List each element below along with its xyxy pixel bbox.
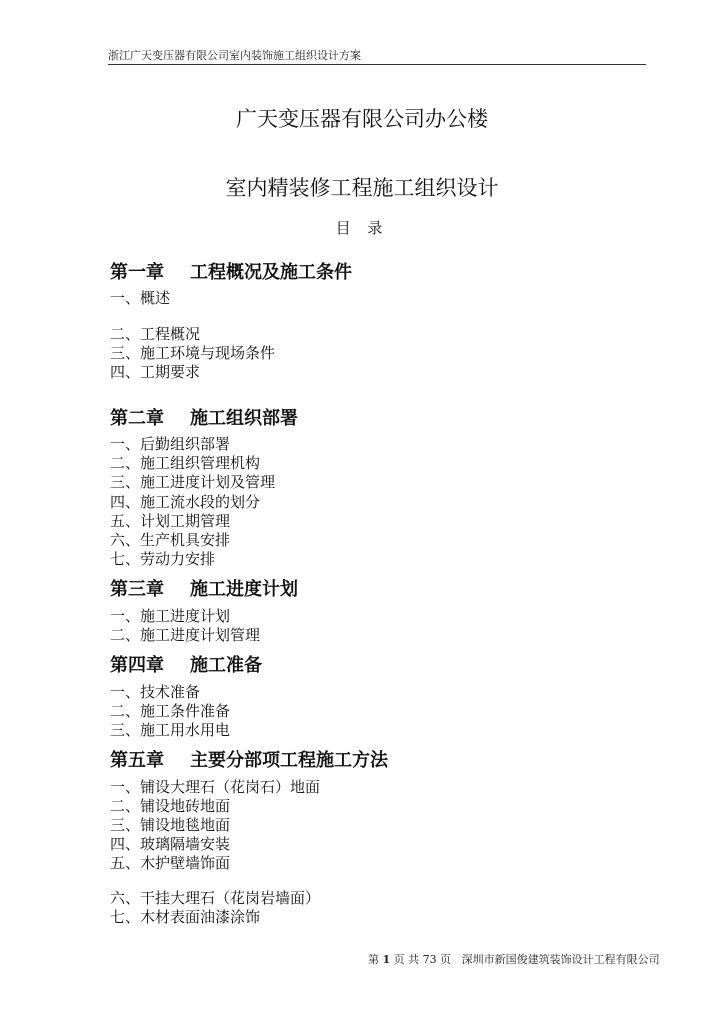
- toc-item: 二、施工组织管理机构: [110, 454, 261, 472]
- running-header: 浙江广天变压器有限公司室内装饰施工组织设计方案: [108, 49, 361, 62]
- toc-item: 二、工程概况: [110, 325, 201, 343]
- footer-company: 深圳市新国俊建筑装饰设计工程有限公司: [461, 953, 660, 966]
- chapter-title: 施工组织部署: [190, 408, 298, 429]
- chapter-heading: [110, 404, 298, 430]
- toc-item: 三、铺设地毯地面: [110, 816, 231, 834]
- document-title-line-2: 室内精装修工程施工组织设计: [225, 176, 499, 200]
- chapter-number: 第一章: [110, 262, 164, 283]
- toc-item: 六、干挂大理石（花岗岩墙面）: [110, 889, 321, 907]
- toc-item: 三、施工环境与现场条件: [110, 344, 276, 362]
- toc-item: 四、工期要求: [110, 363, 201, 381]
- chapter-title: 施工准备: [190, 655, 262, 676]
- page-footer: [368, 951, 660, 967]
- toc-item: 七、劳动力安排: [110, 550, 216, 568]
- toc-item: 一、铺设大理石（花岗石）地面: [110, 778, 321, 796]
- toc-item: 四、施工流水段的划分: [110, 493, 261, 511]
- toc-item: 三、施工进度计划及管理: [110, 473, 276, 491]
- toc-item: 二、施工条件准备: [110, 702, 231, 720]
- chapter-number: 第四章: [110, 655, 164, 676]
- header-divider: [108, 64, 646, 65]
- chapter-number: 第五章: [110, 750, 164, 771]
- toc-item: 七、木材表面油漆涂饰: [110, 908, 261, 926]
- toc-item: 四、玻璃隔墙安装: [110, 835, 231, 853]
- page-number: 1: [382, 953, 391, 966]
- chapter-title: 施工进度计划: [190, 579, 298, 600]
- chapter-title: 工程概况及施工条件: [190, 262, 352, 283]
- toc-item: 三、施工用水用电: [110, 721, 231, 739]
- chapter-heading: [110, 575, 298, 601]
- chapter-heading: [110, 651, 262, 677]
- chapter-number: 第二章: [110, 408, 164, 429]
- toc-item: 一、技术准备: [110, 683, 201, 701]
- chapter-heading: [110, 258, 352, 284]
- toc-item: 一、施工进度计划: [110, 607, 231, 625]
- document-title-line-1: 广天变压器有限公司办公楼: [236, 107, 488, 131]
- page-label-suffix: 页: [440, 953, 452, 966]
- chapter-title: 主要分部项工程施工方法: [190, 750, 388, 771]
- page-label-prefix: 第: [368, 953, 379, 966]
- toc-item: 二、施工进度计划管理: [110, 626, 261, 644]
- toc-heading: 目 录: [335, 219, 389, 237]
- toc-item: 六、生产机具安排: [110, 531, 231, 549]
- toc-item: 一、概述: [110, 289, 171, 307]
- toc-item: 五、计划工期管理: [110, 512, 231, 530]
- toc-item: 五、木护壁墙饰面: [110, 854, 231, 872]
- chapter-number: 第三章: [110, 579, 164, 600]
- toc-item: 一、后勤组织部署: [110, 435, 231, 453]
- page-total: 73: [422, 953, 437, 966]
- toc-item: 二、铺设地砖地面: [110, 797, 231, 815]
- chapter-heading: [110, 746, 388, 772]
- page-label-mid: 页 共: [393, 953, 420, 966]
